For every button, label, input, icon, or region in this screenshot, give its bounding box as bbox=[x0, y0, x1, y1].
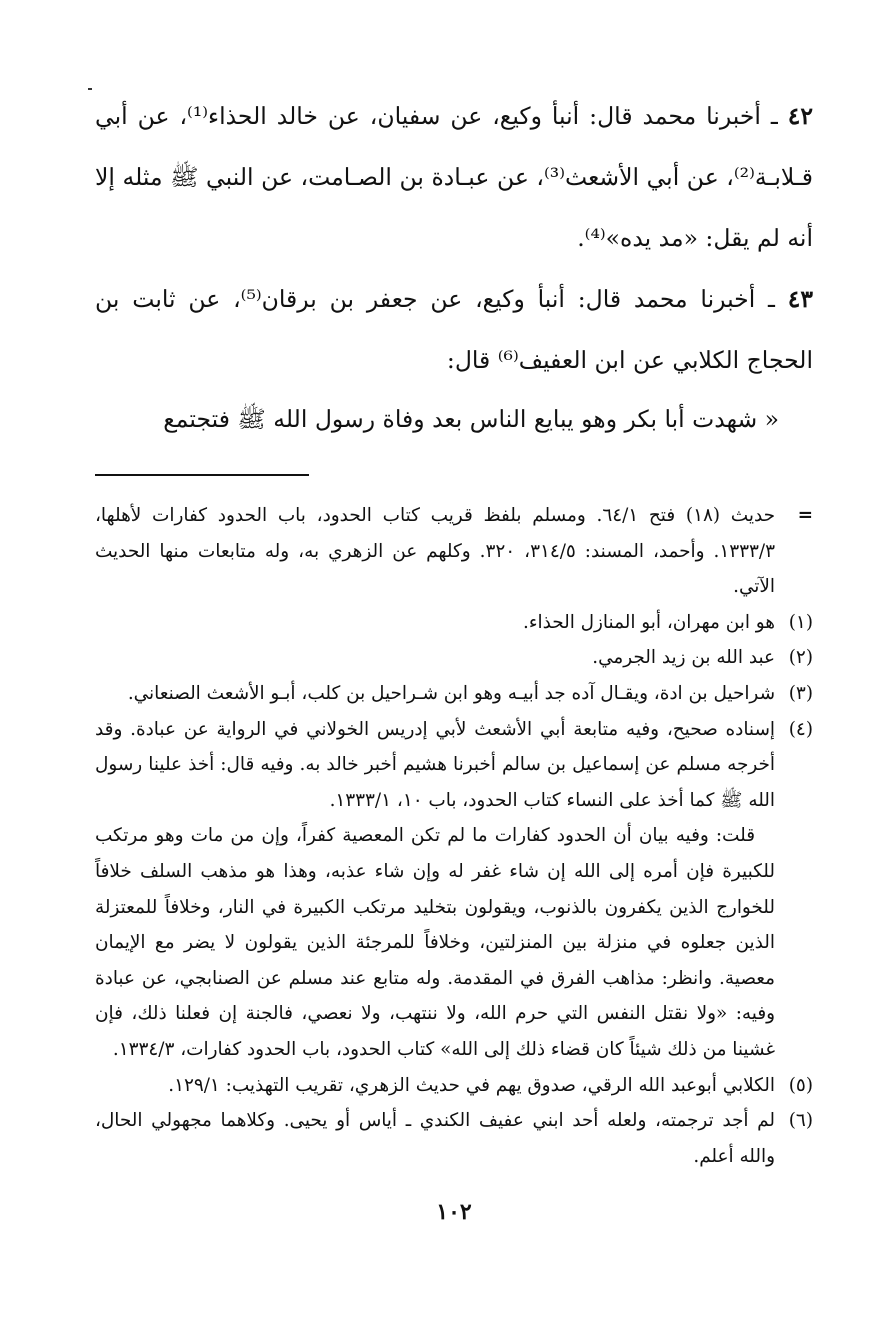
hadith-number: ٤٣ bbox=[787, 285, 813, 313]
footnote-4 bbox=[95, 712, 813, 1068]
footnote-text: إسناده صحيح، وفيه متابعة أبي الأشعث لأبي إدريس الخولاني في الرواية عن عبادة. وقد أخرجه مسلم عن إسماعيل بن سالم أخبرنا هشيم أخبر خالد به. وفيه قال: أخذ علينا رسول الله ﷺ كما أخذ على النساء كتاب الحدود، باب ١٠، ١٣٣٣/١. bbox=[95, 718, 775, 811]
footnote-continuation bbox=[95, 498, 813, 605]
footnote-text: حديث (١٨) فتح ٦٤/١. ومسلم بلفظ قريب كتاب الحدود، باب الحدود كفارات لأهلها، ١٣٣٣/٣. وأحمد، المسند: ٣١٤/٥، ٣٢٠. وكلهم عن الزهري به، وله متابعات منها الحديث الآتي. bbox=[95, 505, 775, 598]
hadith-43 bbox=[95, 269, 813, 391]
footnote-text: لم أجد ترجمته، ولعله أحد ابني عفيف الكندي ـ أياس أو يحيى. وكلاهما مجهولي الحال، والله أعلم. bbox=[95, 1110, 775, 1167]
hadith-number: ٤٢ bbox=[787, 102, 813, 130]
footnote-divider bbox=[95, 474, 309, 476]
footnote-marker: (٢) bbox=[788, 647, 813, 669]
hadith-text: ـ أخبرنا محمد قال: أنبأ وكيع، عن سفيان، عن خالد الحذاء⁽¹⁾، عن أبي قـلابـة⁽²⁾، عن أبي الأشعث⁽³⁾، عن عبـادة بن الصـامت، عن النبي ﷺ مثله إلا أنه لم يقل: «مد يده»⁽⁴⁾. bbox=[95, 102, 813, 252]
continuation-marker: = bbox=[797, 505, 813, 526]
book-page bbox=[95, 86, 813, 1286]
footnote-text: شراحيل بن ادة، ويقـال آده جد أبيـه وهو ابن شـراحيل بن كلب، أبـو الأشعث الصنعاني. bbox=[127, 682, 775, 704]
footnotes bbox=[95, 498, 813, 1174]
footnote-6 bbox=[95, 1103, 813, 1174]
page-number: ١٠٢ bbox=[436, 1199, 472, 1225]
footnote-marker: (٤) bbox=[788, 718, 813, 740]
footnote-2 bbox=[95, 640, 813, 676]
footnote-marker: (٥) bbox=[788, 1074, 813, 1096]
footnote-marker: (١) bbox=[788, 611, 813, 633]
footnote-text: هو ابن مهران، أبو المنازل الحذاء. bbox=[523, 611, 775, 633]
main-text bbox=[95, 86, 813, 450]
scan-speck bbox=[88, 88, 92, 90]
footnote-marker: (٣) bbox=[788, 682, 813, 704]
footnote-5 bbox=[95, 1068, 813, 1104]
footnote-3 bbox=[95, 676, 813, 712]
footnote-1 bbox=[95, 605, 813, 641]
footnote-text: الكلابي أبوعبد الله الرقي، صدوق يهم في حديث الزهري، تقريب التهذيب: ١٢٩/١. bbox=[168, 1074, 775, 1096]
hadith-quote: « شهدت أبا بكر وهو يبايع الناس بعد وفاة رسول الله ﷺ فتجتمع bbox=[163, 405, 779, 433]
hadith-text: ـ أخبرنا محمد قال: أنبأ وكيع، عن جعفر بن برقان⁽⁵⁾، عن ثابت بن الحجاج الكلابي عن ابن العفيف⁽⁶⁾ قال: bbox=[95, 285, 813, 374]
footnote-marker: (٦) bbox=[788, 1110, 813, 1132]
hadith-42 bbox=[95, 86, 813, 269]
footnote-text: عبد الله بن زيد الجرمي. bbox=[592, 647, 775, 669]
footnote-commentary: قلت: وفيه بيان أن الحدود كفارات ما لم تكن المعصية كفراً، وإن من مات وهو مرتكب للكبيرة فإن أمره إلى الله إن شاء غفر له وإن شاء عذبه، وهذا هو مذهب السلف خلافاً للخوارج الذين يكفرون بالذنوب، ويقولون بتخليد مرتكب الكبيرة في النار، وخلافاً للمعتزلة الذين جعلوه في منزلة بين المنزلتين، وخلافاً للمرجئة الذين يقولون لا يضر مع الإيمان معصية. وانظر: مذاهب الفرق في المقدمة. وله متابع عند مسلم عن الصنابجي، عن عبادة وفيه: «ولا نقتل النفس التي حرم الله، ولا ننتهب، ولا نعصي، فالجنة إن فعلنا ذلك، فإن غشينا من ذلك شيئاً كان قضاء ذلك إلى الله» كتاب الحدود، باب الحدود كفارات، ١٣٣٤/٣. bbox=[95, 825, 775, 1060]
